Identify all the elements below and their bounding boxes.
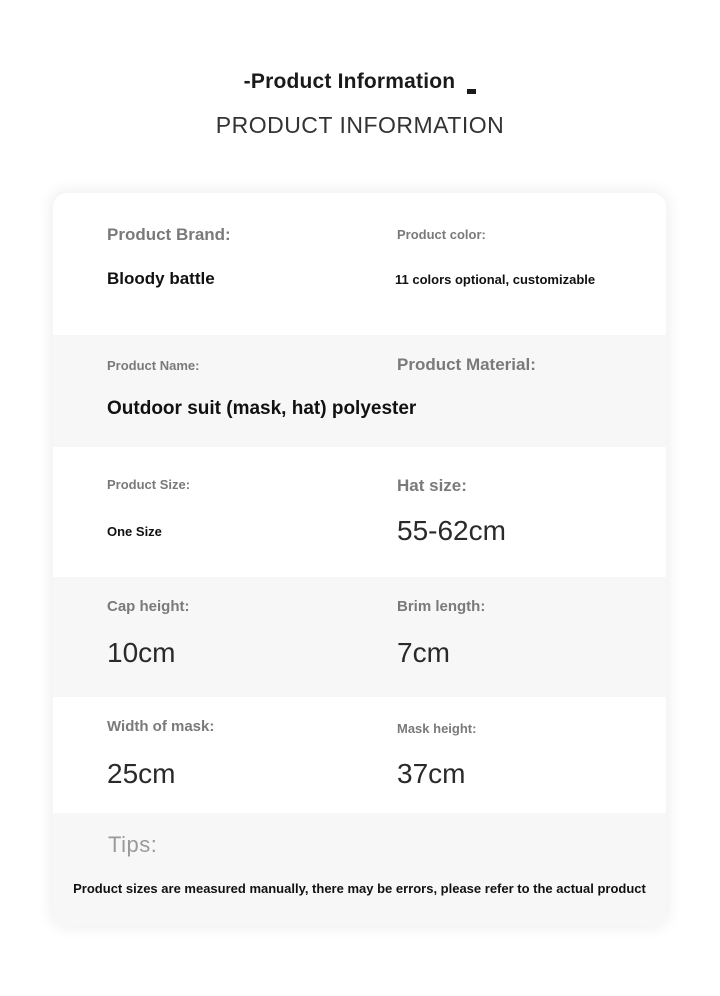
info-row-mask <box>53 697 666 813</box>
tips-label: Tips: <box>108 832 158 857</box>
product-brand-value: Bloody battle <box>107 269 215 288</box>
info-row-size-hat <box>53 447 666 577</box>
product-info-card <box>53 193 666 925</box>
info-row-brand-color <box>53 193 666 335</box>
product-material-label: Product Material: <box>397 355 536 374</box>
info-row-cap-brim <box>53 577 666 697</box>
hat-size-value: 55-62cm <box>397 515 506 546</box>
product-color-value: 11 colors optional, customizable <box>395 272 596 287</box>
product-size-value: One Size <box>107 524 162 539</box>
brim-length-value: 7cm <box>397 637 450 668</box>
page-title-text: -Product Information <box>243 70 456 93</box>
product-brand-label: Product Brand: <box>107 225 231 244</box>
page-title <box>0 70 720 94</box>
product-name-value: Outdoor suit (mask, hat) polyester <box>107 398 417 419</box>
product-color-label: Product color: <box>397 227 486 242</box>
product-size-label: Product Size: <box>107 477 191 492</box>
mask-width-value: 25cm <box>107 758 176 789</box>
info-row-name-material <box>53 335 666 447</box>
cap-height-value: 10cm <box>107 637 176 668</box>
title-dash-decoration <box>467 89 476 94</box>
mask-width-label: Width of mask: <box>107 718 215 735</box>
tips-section <box>53 813 666 925</box>
brim-length-label: Brim length: <box>397 598 486 615</box>
product-name-label: Product Name: <box>107 358 200 373</box>
hat-size-label: Hat size: <box>397 476 467 495</box>
cap-height-label: Cap height: <box>107 598 190 615</box>
page-subtitle: PRODUCT INFORMATION <box>215 112 505 138</box>
mask-height-label: Mask height: <box>397 721 477 736</box>
mask-height-value: 37cm <box>397 758 466 789</box>
tips-text: Product sizes are measured manually, there may be errors, please refer to the actual product <box>73 881 646 896</box>
